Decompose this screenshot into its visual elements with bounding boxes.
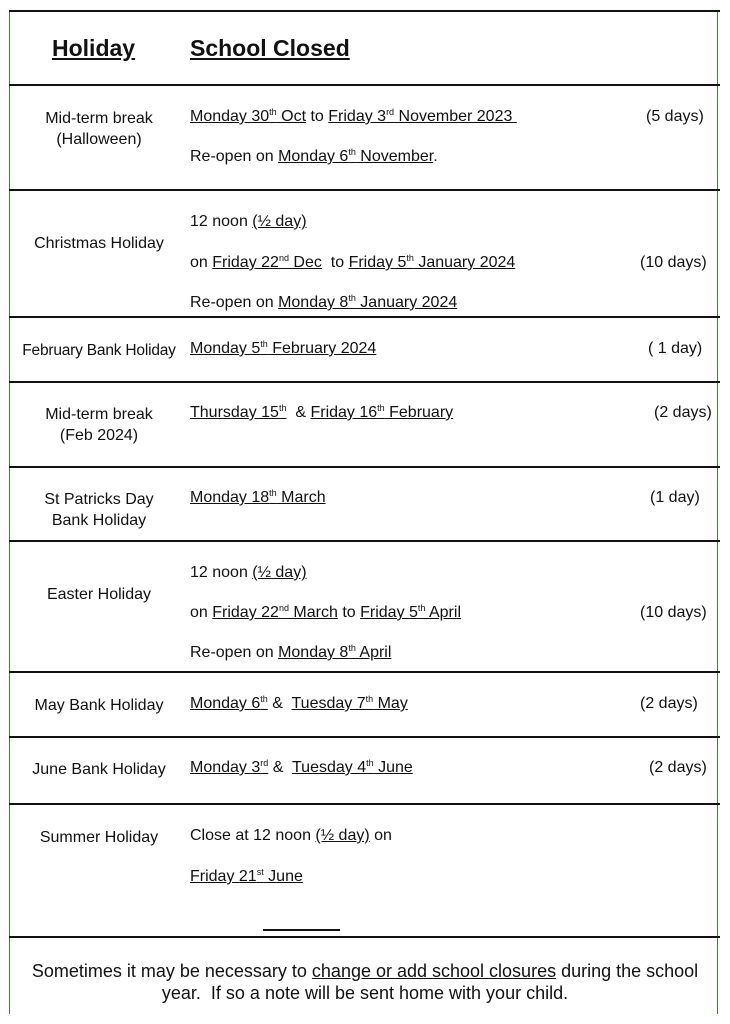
rule (9, 803, 720, 805)
holiday-name: Summer Holiday (39, 829, 159, 846)
date-link: Tuesday 4th June (292, 758, 413, 776)
holiday-name-line: Mid-term break (45, 406, 153, 423)
day-count: (2 days) (654, 404, 712, 421)
date-link: Monday 8th April (278, 643, 392, 661)
holiday-name: May Bank Holiday (34, 697, 164, 714)
half-day: (½ day) (252, 213, 307, 230)
date-link: Friday 5th April (360, 603, 461, 621)
date-link: Friday 3rd November 2023 (328, 107, 517, 125)
rule (9, 936, 720, 938)
rule (9, 84, 720, 86)
closure-line (190, 868, 303, 886)
day-count: (5 days) (646, 108, 704, 125)
rule (9, 466, 720, 468)
half-day: (½ day) (252, 564, 307, 581)
date-link: Friday 16th February (310, 403, 454, 421)
rule (9, 671, 720, 673)
date-link: Friday 21st June (190, 867, 303, 885)
holiday-name-line: Mid-term break (45, 110, 153, 127)
holiday-name (9, 108, 189, 150)
header-school-closed: School Closed (190, 35, 350, 61)
closure-line: on Friday 22nd March to Friday 5th April (190, 603, 461, 621)
closure-line: Close at 12 noon (½ day) on (190, 827, 392, 844)
half-day: (½ day) (315, 827, 370, 844)
closure-line: Monday 30th Oct to Friday 3rd November 2023 (190, 107, 517, 125)
holiday-name-line: Bank Holiday (51, 512, 147, 529)
holiday-name (9, 404, 189, 446)
date-link: Monday 6th November (278, 147, 434, 165)
rule (9, 381, 720, 383)
reopen-line: Re-open on Monday 6th November. (190, 147, 438, 165)
header-holiday: Holiday (52, 35, 136, 61)
date-link: Monday 8th January 2024 (278, 293, 458, 311)
holiday-name: Easter Holiday (46, 586, 152, 603)
holiday-name: February Bank Holiday (22, 342, 176, 359)
date-link: Thursday 15th (190, 403, 287, 421)
date-link: Monday 30th Oct (190, 107, 307, 125)
date-link: Friday 22nd Dec (212, 253, 322, 271)
holiday-name: Christmas Holiday (34, 235, 164, 252)
reopen-line: Re-open on Monday 8th April (190, 643, 392, 661)
date-link: Tuesday 7th May (291, 694, 408, 712)
date-link: Friday 5th January 2024 (348, 253, 516, 271)
date-link: Monday 3rd (190, 758, 269, 776)
date-link: Monday 5th February 2024 (190, 339, 377, 357)
closure-line: Thursday 15th & Friday 16th February (190, 403, 454, 421)
holiday-name: June Bank Holiday (32, 761, 166, 778)
holiday-name-line: St Patricks Day (44, 491, 154, 508)
signature-line (263, 929, 340, 931)
day-count: (1 day) (650, 489, 700, 506)
rule (9, 540, 720, 542)
date-link: Monday 6th (190, 694, 268, 712)
closure-line: 12 noon (½ day) (190, 564, 307, 581)
closure-line: on Friday 22nd Dec to Friday 5th January 2024 (190, 253, 516, 271)
rule-top (9, 10, 720, 12)
closure-line: Monday 3rd & Tuesday 4th June (190, 758, 413, 776)
rule (9, 316, 720, 318)
day-count: ( 1 day) (648, 340, 703, 357)
closure-line: Monday 6th & Tuesday 7th May (190, 694, 408, 712)
date-link: Friday 22nd March (212, 603, 338, 621)
date-link: Monday 18th March (190, 488, 326, 506)
day-count: (2 days) (640, 695, 698, 712)
footer-note: Sometimes it may be necessary to change or add school closures during the school year. If so a note will be sent home with your child. (31, 961, 704, 1003)
rule (9, 736, 720, 738)
closure-line (190, 340, 376, 358)
closure-line: 12 noon (½ day) (190, 213, 307, 230)
holiday-name-line: (Feb 2024) (59, 427, 139, 444)
day-count: (2 days) (649, 759, 707, 776)
closure-line (190, 489, 326, 507)
closures-note: change or add school closures (311, 961, 557, 981)
day-count: (10 days) (640, 604, 707, 621)
day-count: (10 days) (640, 254, 707, 271)
rule (9, 189, 720, 191)
holiday-name (9, 489, 189, 531)
holiday-name-line: (Halloween) (56, 131, 142, 148)
reopen-line: Re-open on Monday 8th January 2024 (190, 293, 458, 311)
